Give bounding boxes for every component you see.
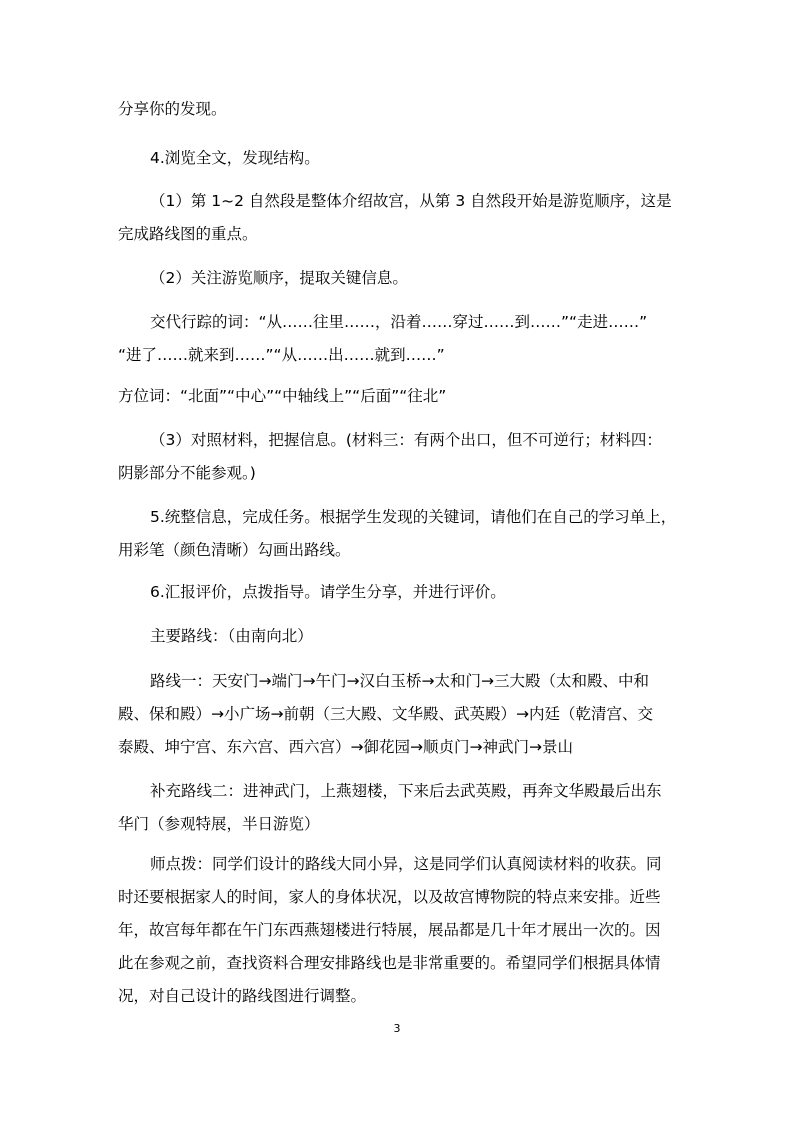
- text-line: 年，故宫每年都在午门东西燕翅楼进行特展，展品都是几十年才展出一次的。因: [118, 921, 661, 939]
- page-number: 3: [393, 1022, 401, 1035]
- text-line: 方位词：“北面”“中心”“中轴线上”“后面”“往北”: [118, 387, 447, 405]
- text-line: （2）关注游览顺序，提取关键信息。: [150, 269, 408, 287]
- text-line: 5.统整信息，完成任务。根据学生发现的关键词，请他们在自己的学习单上，: [150, 508, 677, 526]
- paragraph-step-4: [118, 142, 678, 175]
- paragraph-share-findings: [118, 93, 678, 126]
- paragraph-item-2: [118, 262, 678, 295]
- paragraph-step-5: [118, 501, 678, 567]
- text-line: 交代行踪的词：“从……往里……，沿着……穿过……到……”“走进……”: [150, 313, 648, 331]
- text-line: 主要路线：（由南向北）: [150, 627, 313, 645]
- text-line: 分享你的发现。: [118, 100, 227, 118]
- text-line: “进了……就来到……”“从……出……就到……”: [118, 346, 445, 364]
- text-line: 阴影部分不能参观。): [118, 464, 256, 482]
- text-line: 此在参观之前，查找资料合理安排路线也是非常重要的。希望同学们根据具体情: [118, 954, 661, 972]
- paragraph-item-1: [118, 185, 678, 251]
- text-line: （1）第 1~2 自然段是整体介绍故宫，从第 3 自然段开始是游览顺序，这是: [150, 192, 672, 210]
- text-line: （3）对照材料，把握信息。(材料三：有两个出口，但不可逆行；材料四：: [150, 431, 662, 449]
- text-line: 用彩笔（颜色清晰）勾画出路线。: [118, 541, 351, 559]
- text-line: 况，对自己设计的路线图进行调整。: [118, 987, 367, 1005]
- text-line: 完成路线图的重点。: [118, 225, 258, 243]
- paragraph-main-route-heading: [118, 620, 678, 653]
- paragraph-route-two: [118, 775, 678, 841]
- text-line: 师点拨：同学们设计的路线大同小异，这是同学们认真阅读材料的收获。同: [150, 855, 662, 873]
- paragraph-step-6: [118, 576, 678, 609]
- text-line: 时还要根据家人的时间，家人的身体状况，以及故宫博物院的特点来安排。近些: [118, 888, 661, 906]
- text-line: 殿、保和殿）→小广场→前朝（三大殿、文华殿、武英殿）→内廷（乾清宫、交: [118, 705, 653, 723]
- paragraph-item-3: [118, 424, 678, 490]
- paragraph-route-one: [118, 665, 678, 764]
- paragraph-movement-words: [118, 306, 678, 372]
- text-line: 4.浏览全文，发现结构。: [150, 149, 320, 167]
- text-line: 华门（参观特展，半日游览）: [118, 815, 320, 833]
- text-line: 补充路线二：进神武门，上燕翅楼，下来后去武英殿，再奔文华殿最后出东: [150, 782, 662, 800]
- text-line: 路线一：天安门→端门→午门→汉白玉桥→太和门→三大殿（太和殿、中和: [150, 672, 649, 690]
- text-line: 6.汇报评价，点拨指导。请学生分享，并进行评价。: [150, 583, 506, 601]
- text-line: 泰殿、坤宁宫、东六宫、西六宫）→御花园→顺贞门→神武门→景山: [118, 738, 573, 756]
- paragraph-teacher-guidance: [118, 848, 678, 1013]
- paragraph-direction-words: [118, 380, 678, 413]
